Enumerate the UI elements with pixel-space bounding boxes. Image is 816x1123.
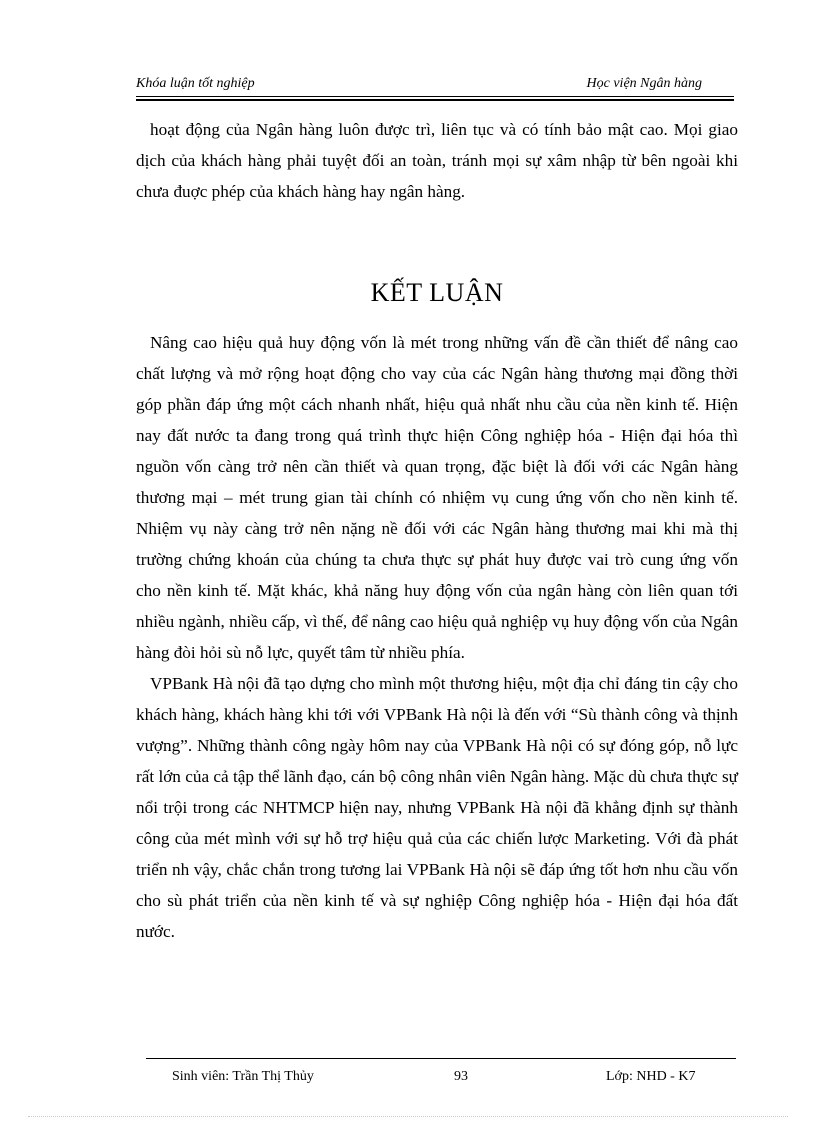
header-rule-thick bbox=[136, 99, 734, 101]
footer-page-number: 93 bbox=[454, 1069, 468, 1084]
page-footer bbox=[172, 1067, 732, 1089]
intro-text bbox=[136, 114, 738, 207]
running-header bbox=[136, 74, 732, 96]
footer-student-name: Sinh viên: Trần Thị Thủy bbox=[172, 1069, 314, 1084]
header-institution: Học viện Ngân hàng bbox=[586, 76, 702, 91]
conclusion-paragraph-1: Nâng cao hiệu quả huy động vốn là mét trong những vấn đề cần thiết để nâng cao chất lượng và mở rộng hoạt động cho vay của các Ngân hàng thương mại đồng thời góp phần đáp ứng một cách nhanh nhất, hiệu quả nhất nhu cầu của nền kinh tế. Hiện nay đất nước ta đang trong quá trình thực hiện Công nghiệp hóa - Hiện đại hóa thì nguồn vốn càng trở nên cần thiết và quan trọng, đặc biệt là đối với các Ngân hàng thương mại – mét trung gian tài chính có nhiệm vụ cung ứng vốn cho nền kinh tế. Nhiệm vụ này càng trở nên nặng nề đối với các Ngân hàng thương mai khi mà thị trường chứng khoán của chúng ta chưa thực sự phát huy được vai trò cung ứng vốn cho nền kinh tế. Mặt khác, khả năng huy động vốn của ngân hàng còn liên quan tới nhiều ngành, nhiều cấp, vì thế, để nâng cao hiệu quả nghiệp vụ huy động vốn của Ngân hàng đòi hỏi sù nỗ lực, quyết tâm từ nhiều phía. bbox=[136, 333, 738, 662]
header-thesis-type: Khóa luận tốt nghiệp bbox=[136, 76, 255, 91]
page-bottom-dotted-border bbox=[28, 1116, 788, 1117]
intro-paragraph: hoạt động của Ngân hàng luôn được trì, liên tục và có tính bảo mật cao. Mọi giao dịch của khách hàng phải tuyệt đối an toàn, tránh mọi sự xâm nhập từ bên ngoài khi chưa đuợc phép của khách hàng hay ngân hàng. bbox=[136, 120, 738, 201]
conclusion-paragraph-2: VPBank Hà nội đã tạo dựng cho mình một thương hiệu, một địa chỉ đáng tin cậy cho khách hàng, khách hàng khi tới với VPBank Hà nội là đến với “Sù thành công và thịnh vượng”. Những thành công ngày hôm nay của VPBank Hà nội có sự đóng góp, nỗ lực rất lớn của cả tập thể lãnh đạo, cán bộ công nhân viên Ngân hàng. Mặc dù chưa thực sự nổi trội trong các NHTMCP hiện nay, nhưng VPBank Hà nội đã khẳng định sự thành công của mét mình với sự hỗ trợ hiệu quả của các chiến lược Marketing. Với đà phát triển nh vậy, chắc chắn trong tương lai VPBank Hà nội sẽ đáp ứng tốt hơn nhu cầu vốn cho sù phát triển của nền kinh tế và sự nghiệp Công nghiệp hóa - Hiện đại hóa đất nước. bbox=[136, 674, 738, 941]
footer-rule bbox=[146, 1058, 736, 1059]
header-rule-thin bbox=[136, 96, 734, 97]
section-heading: KẾT LUẬN bbox=[370, 278, 504, 307]
footer-class-info: Lớp: NHD - K7 bbox=[606, 1069, 696, 1084]
conclusion-body bbox=[136, 327, 738, 947]
